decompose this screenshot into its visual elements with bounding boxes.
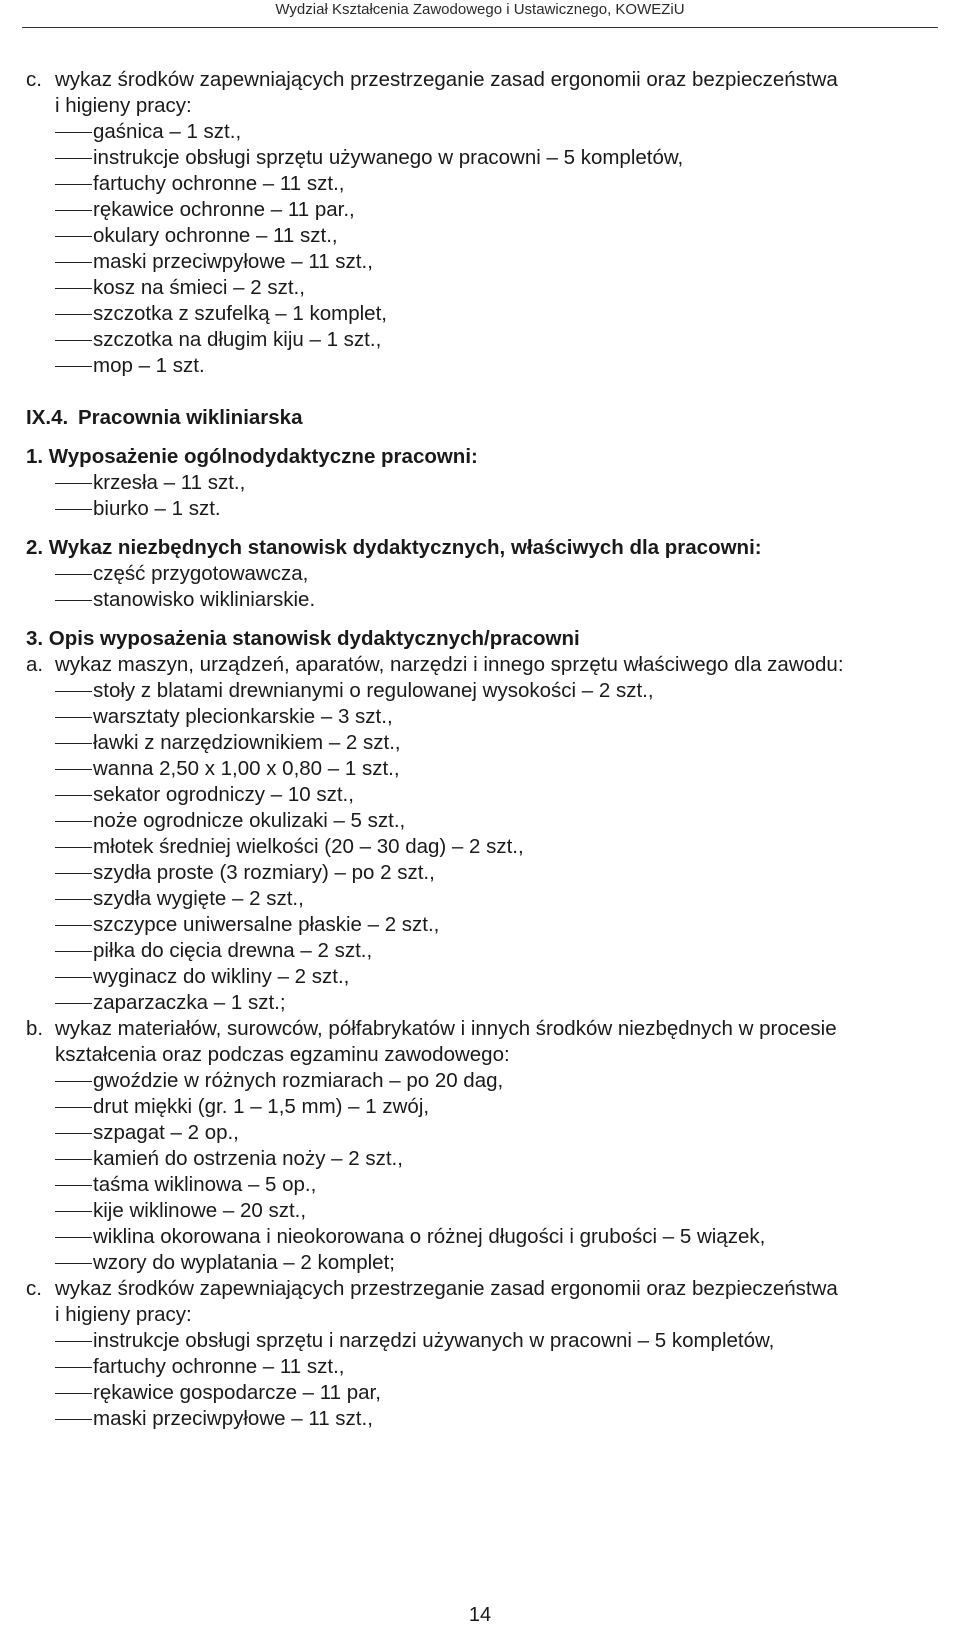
dash-bullet-icon: [55, 925, 92, 926]
list-label: a.: [26, 653, 44, 676]
list-item-text: zaparzaczka – 1 szt.;: [93, 991, 286, 1014]
page-number: 14: [468, 1604, 492, 1626]
list-item-text: okulary ochronne – 11 szt.,: [93, 224, 338, 247]
list-item: [0, 223, 960, 249]
list-item: [0, 1354, 960, 1380]
spacer: [0, 379, 960, 405]
dash-bullet-icon: [55, 340, 92, 341]
dash-bullet-icon: [55, 236, 92, 237]
list-text: wykaz środków zapewniających przestrzeganie zasad ergonomii oraz bezpieczeństwa: [55, 68, 838, 91]
dash-bullet-icon: [55, 1081, 92, 1082]
list-item-text: szydła proste (3 rozmiary) – po 2 szt.,: [93, 861, 435, 884]
list-item: [0, 1198, 960, 1224]
list-item-text: gaśnica – 1 szt.,: [93, 120, 242, 143]
dash-bullet-icon: [55, 262, 92, 263]
list-item: [0, 1328, 960, 1354]
list-item-text: piłka do cięcia drewna – 2 szt.,: [93, 939, 373, 962]
list-item-text: rękawice gospodarcze – 11 par,: [93, 1381, 381, 1404]
list-item-text: ławki z narzędziownikiem – 2 szt.,: [93, 731, 401, 754]
list-item: [0, 275, 960, 301]
list-item-text: noże ogrodnicze okulizaki – 5 szt.,: [93, 809, 406, 832]
dash-bullet-icon: [55, 483, 92, 484]
list-item-text: maski przeciwpyłowe – 11 szt.,: [93, 250, 373, 273]
dash-bullet-icon: [55, 1393, 92, 1394]
list-b-items: [0, 1068, 960, 1276]
list-item-text: drut miękki (gr. 1 – 1,5 mm) – 1 zwój,: [93, 1095, 430, 1118]
list-item: [0, 1406, 960, 1432]
list-item: [0, 1120, 960, 1146]
list-item-text: rękawice ochronne – 11 par.,: [93, 198, 355, 221]
list-item: [0, 327, 960, 353]
list-item: [0, 301, 960, 327]
list-item-text: szpagat – 2 op.,: [93, 1121, 239, 1144]
list-item: [0, 860, 960, 886]
list-item: [0, 587, 960, 613]
list-item: [0, 1172, 960, 1198]
document-body: [0, 67, 960, 1432]
list-text: wykaz maszyn, urządzeń, aparatów, narzędzi i innego sprzętu właściwego dla zawodu:: [55, 653, 844, 676]
list-item-text: biurko – 1 szt.: [93, 497, 221, 520]
header-rule: [22, 27, 938, 28]
list-label: c.: [26, 68, 42, 91]
dash-bullet-icon: [55, 184, 92, 185]
list-item-text: instrukcje obsługi sprzętu używanego w pracowni – 5 kompletów,: [93, 146, 684, 169]
list-item-text: kamień do ostrzenia noży – 2 szt.,: [93, 1147, 403, 1170]
list-item-text: szczotka na długim kiju – 1 szt.,: [93, 328, 382, 351]
list-item: [0, 912, 960, 938]
subsection-2-heading: 2. Wykaz niezbędnych stanowisk dydaktycznych, właściwych dla pracowni:: [26, 536, 762, 559]
list-item-text: szczotka z szufelką – 1 komplet,: [93, 302, 387, 325]
list-item-text: wyginacz do wikliny – 2 szt.,: [93, 965, 350, 988]
list-item: [0, 119, 960, 145]
list-item-text: kije wiklinowe – 20 szt.,: [93, 1199, 307, 1222]
list-item-text: kosz na śmieci – 2 szt.,: [93, 276, 305, 299]
spacer: [0, 613, 960, 626]
list-item-text: szydła wygięte – 2 szt.,: [93, 887, 304, 910]
dash-bullet-icon: [55, 743, 92, 744]
list-item: [0, 938, 960, 964]
dash-bullet-icon: [55, 1107, 92, 1108]
list-item-text: krzesła – 11 szt.,: [93, 471, 246, 494]
list-item-text: część przygotowawcza,: [93, 562, 309, 585]
dash-bullet-icon: [55, 899, 92, 900]
dash-bullet-icon: [55, 1003, 92, 1004]
s2-items: [0, 561, 960, 613]
section-title: Pracownia wikliniarska: [78, 406, 303, 429]
dash-bullet-icon: [55, 769, 92, 770]
dash-bullet-icon: [55, 1419, 92, 1420]
dash-bullet-icon: [55, 288, 92, 289]
list-item-text: taśma wiklinowa – 5 op.,: [93, 1173, 317, 1196]
dash-bullet-icon: [55, 1263, 92, 1264]
dash-bullet-icon: [55, 977, 92, 978]
dash-bullet-icon: [55, 1367, 92, 1368]
dash-bullet-icon: [55, 1341, 92, 1342]
dash-bullet-icon: [55, 1237, 92, 1238]
list-item: [0, 1250, 960, 1276]
dash-bullet-icon: [55, 574, 92, 575]
dash-bullet-icon: [55, 366, 92, 367]
page-header: [0, 0, 960, 40]
list-c2-intro: [0, 1276, 960, 1302]
list-item-text: fartuchy ochronne – 11 szt.,: [93, 1355, 345, 1378]
list-item: [0, 1224, 960, 1250]
list-item: [0, 1146, 960, 1172]
list-item: [0, 1094, 960, 1120]
list-c2-intro-cont: i higieny pracy:: [55, 1303, 192, 1326]
list-item: [0, 730, 960, 756]
list-item: [0, 834, 960, 860]
list-item-text: stoły z blatami drewnianymi o regulowanej wysokości – 2 szt.,: [93, 679, 654, 702]
dash-bullet-icon: [55, 847, 92, 848]
list-item-text: warsztaty plecionkarskie – 3 szt.,: [93, 705, 393, 728]
dash-bullet-icon: [55, 1185, 92, 1186]
list-item-text: stanowisko wikliniarskie.: [93, 588, 316, 611]
list-item: [0, 561, 960, 587]
list-item: [0, 197, 960, 223]
list-b-intro-cont: kształcenia oraz podczas egzaminu zawodowego:: [55, 1043, 510, 1066]
list-item-text: gwoździe w różnych rozmiarach – po 20 dag,: [93, 1069, 504, 1092]
dash-bullet-icon: [55, 132, 92, 133]
dash-bullet-icon: [55, 691, 92, 692]
list-c1-intro-cont: i higieny pracy:: [55, 94, 192, 117]
list-item-text: sekator ogrodniczy – 10 szt.,: [93, 783, 354, 806]
list-item-text: wanna 2,50 x 1,00 x 0,80 – 1 szt.,: [93, 757, 400, 780]
header-title: Wydział Kształcenia Zawodowego i Ustawicznego, KOWEZiU: [275, 1, 685, 18]
list-c1-intro: [0, 67, 960, 93]
s1-items: [0, 470, 960, 522]
spacer: [0, 522, 960, 535]
list-item: [0, 171, 960, 197]
list-item: [0, 886, 960, 912]
list-item-text: fartuchy ochronne – 11 szt.,: [93, 172, 345, 195]
list-item: [0, 470, 960, 496]
list-item-text: wzory do wyplatania – 2 komplet;: [93, 1251, 395, 1274]
dash-bullet-icon: [55, 821, 92, 822]
list-a-intro: [0, 652, 960, 678]
list-item: [0, 782, 960, 808]
list-a-items: [0, 678, 960, 1016]
list-item-text: szczypce uniwersalne płaskie – 2 szt.,: [93, 913, 440, 936]
list-item: [0, 353, 960, 379]
list-item: [0, 756, 960, 782]
list-item: [0, 249, 960, 275]
list-c2-items: [0, 1328, 960, 1432]
list-item: [0, 704, 960, 730]
dash-bullet-icon: [55, 210, 92, 211]
list-item-text: maski przeciwpyłowe – 11 szt.,: [93, 1407, 373, 1430]
list-item: [0, 496, 960, 522]
list-item: [0, 990, 960, 1016]
dash-bullet-icon: [55, 509, 92, 510]
dash-bullet-icon: [55, 717, 92, 718]
dash-bullet-icon: [55, 158, 92, 159]
section-heading: [0, 405, 960, 431]
list-item: [0, 1380, 960, 1406]
section-number: IX.4.: [26, 406, 69, 429]
list-label: b.: [26, 1017, 44, 1040]
list-item: [0, 808, 960, 834]
list-item-text: mop – 1 szt.: [93, 354, 205, 377]
list-text: wykaz materiałów, surowców, półfabrykatów i innych środków niezbędnych w procesie: [55, 1017, 837, 1040]
list-item: [0, 964, 960, 990]
list-item-text: młotek średniej wielkości (20 – 30 dag) – 2 szt.,: [93, 835, 524, 858]
list-item: [0, 1068, 960, 1094]
list-item: [0, 145, 960, 171]
dash-bullet-icon: [55, 951, 92, 952]
list-item-text: instrukcje obsługi sprzętu i narzędzi używanych w pracowni – 5 kompletów,: [93, 1329, 775, 1352]
subsection-3-heading: 3. Opis wyposażenia stanowisk dydaktycznych/pracowni: [26, 627, 580, 650]
list-label: c.: [26, 1277, 42, 1300]
list-c1-items: [0, 119, 960, 379]
dash-bullet-icon: [55, 1159, 92, 1160]
dash-bullet-icon: [55, 1211, 92, 1212]
spacer: [0, 431, 960, 444]
dash-bullet-icon: [55, 795, 92, 796]
list-item-text: wiklina okorowana i nieokorowana o różnej długości i grubości – 5 wiązek,: [93, 1225, 766, 1248]
dash-bullet-icon: [55, 600, 92, 601]
dash-bullet-icon: [55, 1133, 92, 1134]
list-text: wykaz środków zapewniających przestrzeganie zasad ergonomii oraz bezpieczeństwa: [55, 1277, 838, 1300]
list-item: [0, 678, 960, 704]
dash-bullet-icon: [55, 873, 92, 874]
subsection-1-heading: 1. Wyposażenie ogólnodydaktyczne pracowni:: [26, 445, 478, 468]
dash-bullet-icon: [55, 314, 92, 315]
list-b-intro: [0, 1016, 960, 1042]
